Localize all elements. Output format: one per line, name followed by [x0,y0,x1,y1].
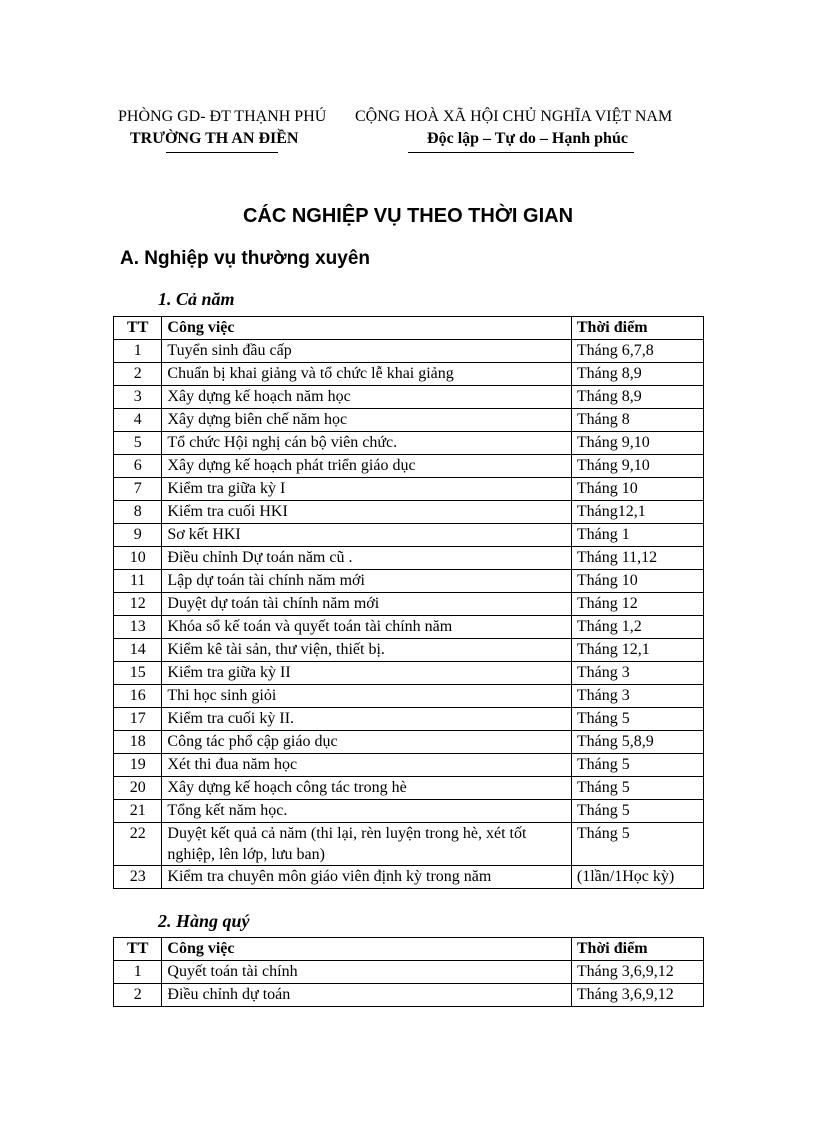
row-time: Tháng 5 [571,800,703,823]
row-task: Kiểm tra cuối HKI [162,501,571,524]
row-time: Tháng 8,9 [571,363,703,386]
row-time: Tháng 3 [571,685,703,708]
row-number: 8 [114,501,162,524]
table-row [114,432,704,455]
subsection-quarterly: 2. Hàng quý [158,911,250,931]
column-header-job: Công việc [162,317,571,340]
row-number: 6 [114,455,162,478]
row-time: Tháng 10 [571,570,703,593]
row-number: 17 [114,708,162,731]
row-number: 2 [114,363,162,386]
table-row [114,570,704,593]
row-number: 4 [114,409,162,432]
table-row [114,340,704,363]
row-time: Tháng 9,10 [571,455,703,478]
row-task: Công tác phổ cập giáo dục [162,731,571,754]
row-number: 1 [114,961,162,984]
column-header-tt: TT [114,317,162,340]
table-row [114,386,704,409]
row-task: Khóa sổ kế toán và quyết toán tài chính năm [162,616,571,639]
row-task: Kiểm tra chuyên môn giáo viên định kỳ trong năm [162,866,571,889]
row-time: Tháng 9,10 [571,432,703,455]
row-time: Tháng 3,6,9,12 [571,961,703,984]
header-right [355,106,700,150]
row-time: Tháng 5,8,9 [571,731,703,754]
row-task: Tuyển sinh đầu cấp [162,340,571,363]
row-number: 19 [114,754,162,777]
table-row [114,754,704,777]
row-task: Kiểm tra giữa kỳ I [162,478,571,501]
row-task: Thi học sinh giỏi [162,685,571,708]
table-row [114,616,704,639]
row-time: Tháng 6,7,8 [571,340,703,363]
section-heading: A. Nghiệp vụ thường xuyên [120,248,370,269]
row-time: Tháng 1,2 [571,616,703,639]
row-task: Duyệt kết quả cả năm (thi lại, rèn luyện trong hè, xét tốt nghiệp, lên lớp, lưu ban) [162,823,571,866]
header-left [118,106,348,150]
table-row [114,708,704,731]
row-task: Điều chỉnh dự toán [162,984,571,1007]
row-number: 9 [114,524,162,547]
row-time: Tháng 8 [571,409,703,432]
row-time: Tháng 3,6,9,12 [571,984,703,1007]
row-task: Kiểm kê tài sản, thư viện, thiết bị. [162,639,571,662]
row-task: Sơ kết HKI [162,524,571,547]
department-name: PHÒNG GD- ĐT THẠNH PHÚ [118,108,327,125]
row-number: 12 [114,593,162,616]
table-row [114,777,704,800]
row-time: (1lần/1Học kỳ) [571,866,703,889]
table-row [114,409,704,432]
school-name: TRƯỜNG TH AN ĐIỀN [130,130,299,147]
row-task: Xây dựng kế hoạch năm học [162,386,571,409]
row-task: Kiểm tra giữa kỳ II [162,662,571,685]
row-number: 23 [114,866,162,889]
row-task: Xây dựng kế hoạch phát triển giáo dục [162,455,571,478]
row-number: 15 [114,662,162,685]
column-header-time: Thời điểm [571,317,703,340]
header-right-rule [408,152,634,153]
row-time: Tháng 5 [571,708,703,731]
row-task: Điều chỉnh Dự toán năm cũ . [162,547,571,570]
row-task: Quyết toán tài chính [162,961,571,984]
row-number: 1 [114,340,162,363]
page-title: CÁC NGHIỆP VỤ THEO THỜI GIAN [242,205,574,227]
row-time: Tháng 5 [571,754,703,777]
table-row [114,478,704,501]
header-left-rule [166,152,278,153]
table-header-row [114,317,704,340]
table-row [114,961,704,984]
column-header-job: Công việc [162,938,571,961]
table-row [114,662,704,685]
row-number: 10 [114,547,162,570]
table-row [114,524,704,547]
row-number: 14 [114,639,162,662]
row-time: Tháng 3 [571,662,703,685]
table-row [114,800,704,823]
row-number: 11 [114,570,162,593]
table-row [114,731,704,754]
row-task: Kiểm tra cuối kỳ II. [162,708,571,731]
table-row [114,984,704,1007]
table-row [114,363,704,386]
row-number: 21 [114,800,162,823]
row-task: Tổ chức Hội nghị cán bộ viên chức. [162,432,571,455]
row-number: 7 [114,478,162,501]
row-time: Tháng 5 [571,823,703,866]
column-header-tt: TT [114,938,162,961]
row-number: 22 [114,823,162,866]
row-time: Tháng 12,1 [571,639,703,662]
row-time: Tháng 5 [571,777,703,800]
row-task: Xây dựng kế hoạch công tác trong hè [162,777,571,800]
table-row [114,866,704,889]
row-number: 20 [114,777,162,800]
row-number: 3 [114,386,162,409]
column-header-time: Thời điểm [571,938,703,961]
row-time: Tháng 11,12 [571,547,703,570]
row-task: Chuẩn bị khai giảng và tổ chức lễ khai giảng [162,363,571,386]
row-task: Lập dự toán tài chính năm mới [162,570,571,593]
table-row [114,639,704,662]
table-header-row [114,938,704,961]
table-row [114,501,704,524]
row-number: 2 [114,984,162,1007]
motto: Độc lập – Tự do – Hạnh phúc [427,130,628,147]
row-number: 13 [114,616,162,639]
row-time: Tháng 8,9 [571,386,703,409]
country-name: CỘNG HOÀ XÃ HỘI CHỦ NGHĨA VIỆT NAM [355,108,673,125]
row-task: Xây dựng biên chế năm học [162,409,571,432]
row-number: 5 [114,432,162,455]
row-task: Xét thi đua năm học [162,754,571,777]
row-task: Tổng kết năm học. [162,800,571,823]
table-row [114,547,704,570]
row-number: 18 [114,731,162,754]
table-row [114,823,704,866]
quarterly-tasks-table [113,937,704,1007]
table-row [114,593,704,616]
row-time: Tháng 10 [571,478,703,501]
row-time: Tháng 12 [571,593,703,616]
row-time: Tháng 1 [571,524,703,547]
row-number: 16 [114,685,162,708]
table-row [114,685,704,708]
subsection-yearly: 1. Cả năm [158,289,235,309]
row-task: Duyệt dự toán tài chính năm mới [162,593,571,616]
table-row [114,455,704,478]
yearly-tasks-table [113,316,704,889]
row-time: Tháng12,1 [571,501,703,524]
